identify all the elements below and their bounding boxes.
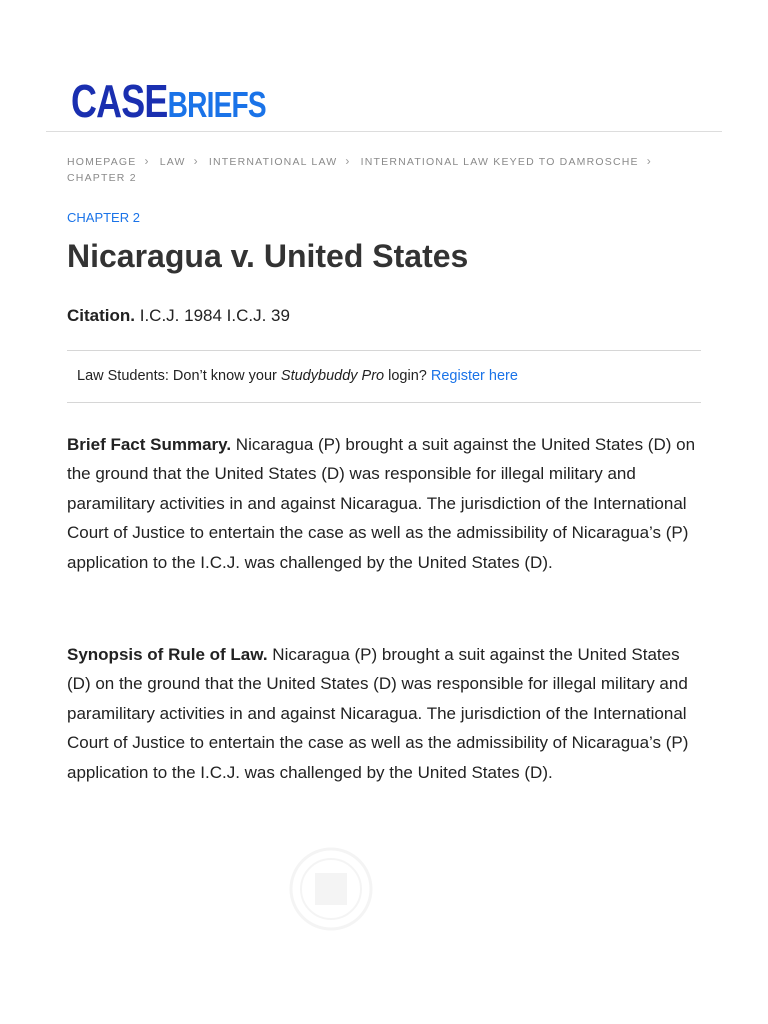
chevron-right-icon: › (345, 154, 351, 168)
logo-case-text: CASE (71, 75, 168, 127)
seal-watermark-icon (285, 845, 377, 933)
citation-label: Citation. (67, 306, 135, 325)
breadcrumb-international-law[interactable]: INTERNATIONAL LAW (208, 156, 338, 168)
brief-fact-text: Nicaragua (P) brought a suit against the United States (D) on the ground that the United States (D) was responsible for illegal military and paramilitary activities in and against Nicaragua. The jurisdiction of the International Court of Justice to entertain the case as well as the admissibility of Nicaragua’s (P) application to the I.C.J. was challenged by the United States (D). (67, 435, 696, 572)
notice-product: Studybuddy Pro (280, 368, 385, 384)
chevron-right-icon: › (193, 154, 199, 168)
chapter-category-link[interactable]: CHAPTER 2 (67, 210, 140, 225)
chevron-right-icon: › (646, 154, 652, 168)
page-title: Nicaragua v. United States (67, 238, 469, 274)
citation-value: I.C.J. 1984 I.C.J. 39 (139, 306, 290, 325)
logo-briefs-text: BRIEFS (167, 84, 266, 125)
notice-text (77, 368, 518, 384)
breadcrumb-law[interactable]: LAW (159, 156, 186, 168)
breadcrumb-homepage[interactable]: HOMEPAGE (67, 156, 137, 168)
casebriefs-logo[interactable] (71, 75, 266, 127)
login-notice (67, 350, 701, 403)
synopsis-label: Synopsis of Rule of Law. (67, 645, 268, 664)
breadcrumb (67, 153, 707, 186)
breadcrumb-international-law-damrosche[interactable]: INTERNATIONAL LAW KEYED TO DAMROSCHE (360, 156, 639, 168)
synopsis-text: Nicaragua (P) brought a suit against the United States (D) on the ground that the United States (D) was responsible for illegal military and paramilitary activities in and against Nicaragua. The jurisdiction of the International Court of Justice to entertain the case as well as the admissibility of Nicaragua’s (P) application to the I.C.J. was challenged by the United States (D). (67, 645, 689, 782)
citation (67, 305, 290, 327)
brief-fact-label: Brief Fact Summary. (67, 435, 232, 454)
register-link[interactable]: Register here (430, 368, 518, 384)
breadcrumb-chapter-2[interactable]: CHAPTER 2 (67, 172, 137, 184)
chevron-right-icon: › (144, 154, 150, 168)
brief-fact-summary (67, 430, 703, 577)
notice-suffix: login? (384, 368, 431, 384)
notice-prefix: Law Students: Don’t know your (77, 368, 281, 384)
synopsis-rule-of-law (67, 640, 703, 787)
site-header (46, 70, 722, 132)
